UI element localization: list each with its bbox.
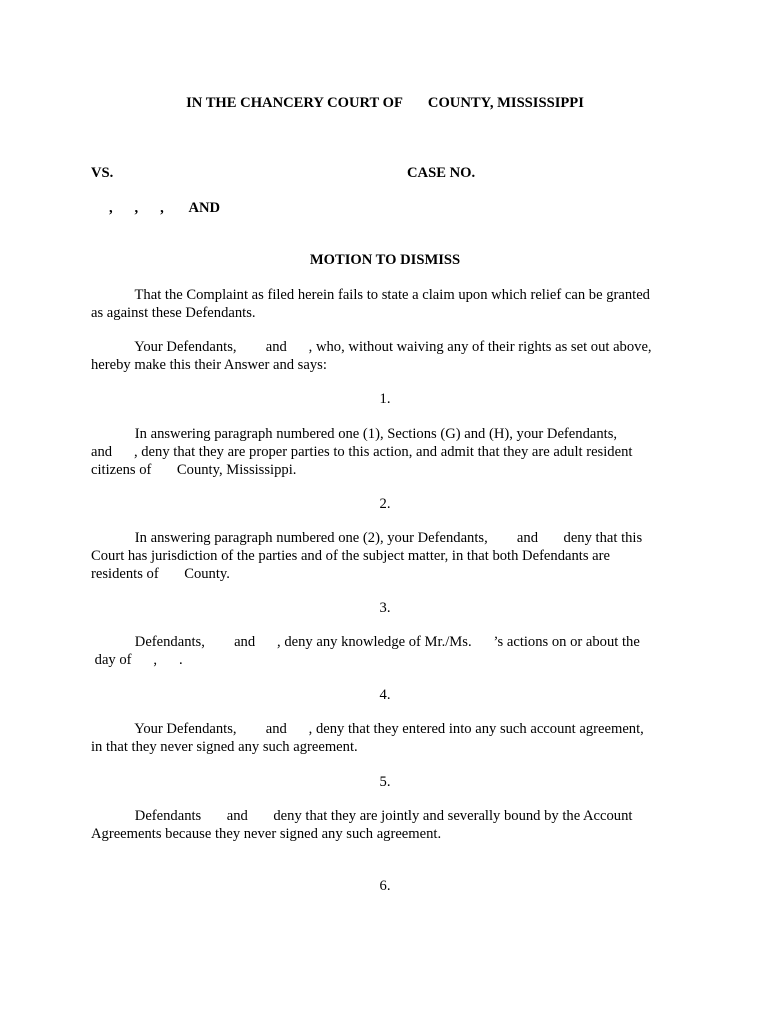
paragraph-line: Court has jurisdiction of the parties and of the subject matter, in that both Defendants are [91,548,610,564]
paragraph-line: In answering paragraph numbered one (1), Sections (G) and (H), your Defendants, [91,426,618,442]
section-number-3: 3. [379,600,391,616]
paragraph-1 [91,425,681,479]
paragraph-line: in that they never signed any such agreement. [91,739,358,755]
paragraph-line: residents of County. [91,566,230,582]
motion-title: MOTION TO DISMISS [309,252,461,268]
paragraph-4 [91,720,681,756]
paragraph-line: as against these Defendants. [91,305,256,321]
paragraph-line: Defendants, and , deny any knowledge of Mr./Ms. ’s actions on or about the [91,634,640,650]
paragraph-failure-to-state-claim [91,286,681,322]
section-number-1: 1. [379,391,391,407]
paragraph-line: Your Defendants, and , deny that they entered into any such account agreement, [91,721,644,737]
section-number-6: 6. [379,878,391,894]
paragraph-2 [91,529,681,583]
paragraph-line: That the Complaint as filed herein fails to state a claim upon which relief can be granted [91,287,650,303]
court-title: IN THE CHANCERY COURT OF COUNTY, MISSISSIPPI [186,95,584,111]
paragraph-line: day of , . [91,652,183,668]
paragraph-5 [91,807,681,843]
paragraph-line: Your Defendants, and , who, without waiving any of their rights as set out above, [91,339,652,355]
vs-label: VS. [91,165,114,181]
defendants-line: , , , AND [109,200,221,216]
paragraph-line: citizens of County, Mississippi. [91,462,297,478]
paragraph-line: and , deny that they are proper parties to this action, and admit that they are adult resident [91,444,633,460]
paragraph-line: In answering paragraph numbered one (2), your Defendants, and deny that this [91,530,643,546]
paragraph-line: Defendants and deny that they are jointly and severally bound by the Account [91,808,633,824]
section-number-5: 5. [379,774,391,790]
paragraph-3 [91,633,681,669]
paragraph-line: hereby make this their Answer and says: [91,357,327,373]
paragraph-answer-intro [91,338,681,374]
paragraph-line: Agreements because they never signed any such agreement. [91,826,442,842]
section-number-2: 2. [379,496,391,512]
case-number-label: CASE NO. [407,165,476,181]
section-number-4: 4. [379,687,391,703]
